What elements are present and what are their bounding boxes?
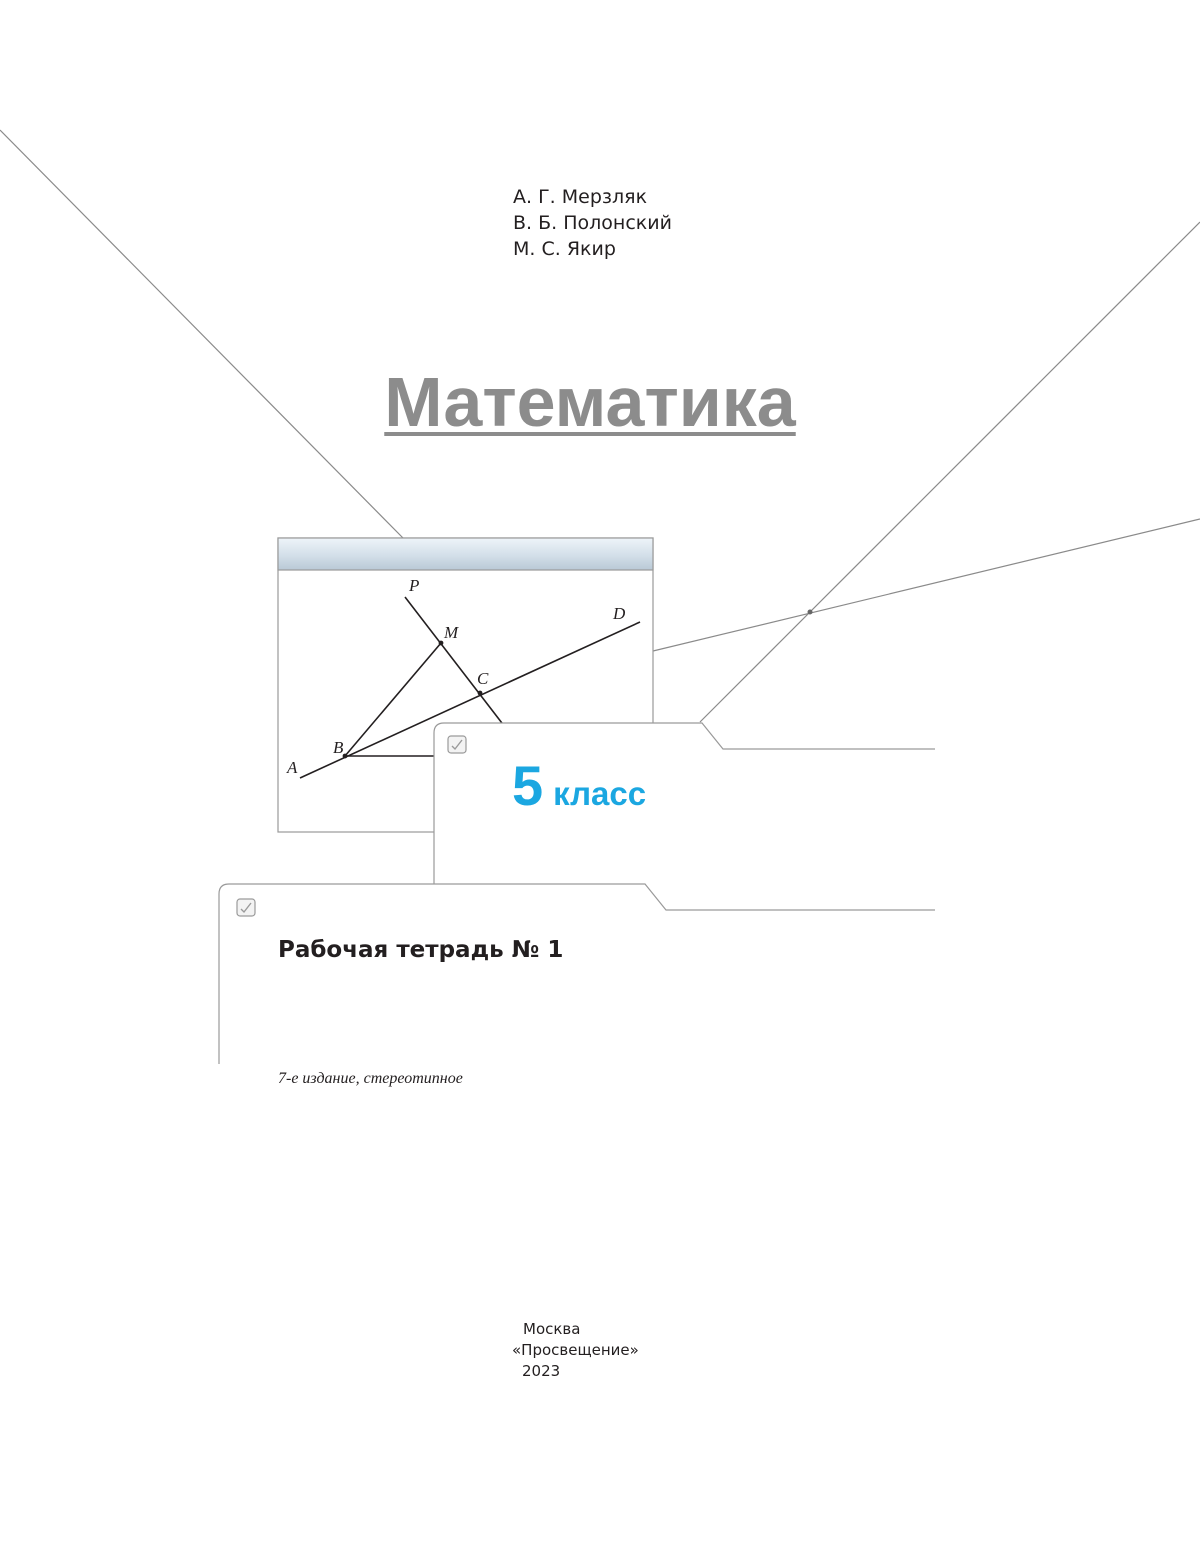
label-M: M bbox=[444, 623, 459, 642]
label-C: C bbox=[477, 669, 489, 688]
author-name: В. Б. Полонский bbox=[513, 212, 672, 234]
grade-label bbox=[512, 756, 646, 816]
imprint bbox=[512, 1319, 639, 1382]
decor-line-left bbox=[0, 130, 403, 538]
grade-card-fill bbox=[434, 723, 935, 884]
decor-line-right-shallow bbox=[653, 519, 1200, 651]
imprint-year: 2023 bbox=[522, 1362, 561, 1380]
authors-list bbox=[513, 184, 672, 262]
checkbox-icon bbox=[448, 736, 466, 753]
imprint-city: Москва bbox=[523, 1320, 581, 1338]
label-A: A bbox=[287, 758, 298, 777]
figure-window-titlebar bbox=[278, 538, 653, 570]
point-M bbox=[439, 641, 444, 646]
checkbox-icon bbox=[237, 899, 255, 916]
book-title: Математика bbox=[384, 363, 796, 441]
label-D: D bbox=[613, 604, 626, 623]
imprint-publisher: «Просвещение» bbox=[512, 1341, 639, 1359]
edition-note: 7-е издание, стереотипное bbox=[278, 1070, 463, 1087]
workbook-card-fill bbox=[219, 884, 935, 1064]
grade-word: класс bbox=[553, 775, 647, 812]
author-name: М. С. Якир bbox=[513, 238, 616, 260]
intersection-dot bbox=[808, 610, 813, 615]
label-B: B bbox=[333, 738, 344, 757]
workbook-title: Рабочая тетрадь № 1 bbox=[278, 937, 564, 963]
label-P: P bbox=[409, 576, 420, 595]
decor-line-right-steep bbox=[700, 222, 1200, 722]
grade-number: 5 bbox=[512, 754, 544, 817]
point-C bbox=[478, 691, 483, 696]
author-name: А. Г. Мерзляк bbox=[513, 186, 648, 208]
